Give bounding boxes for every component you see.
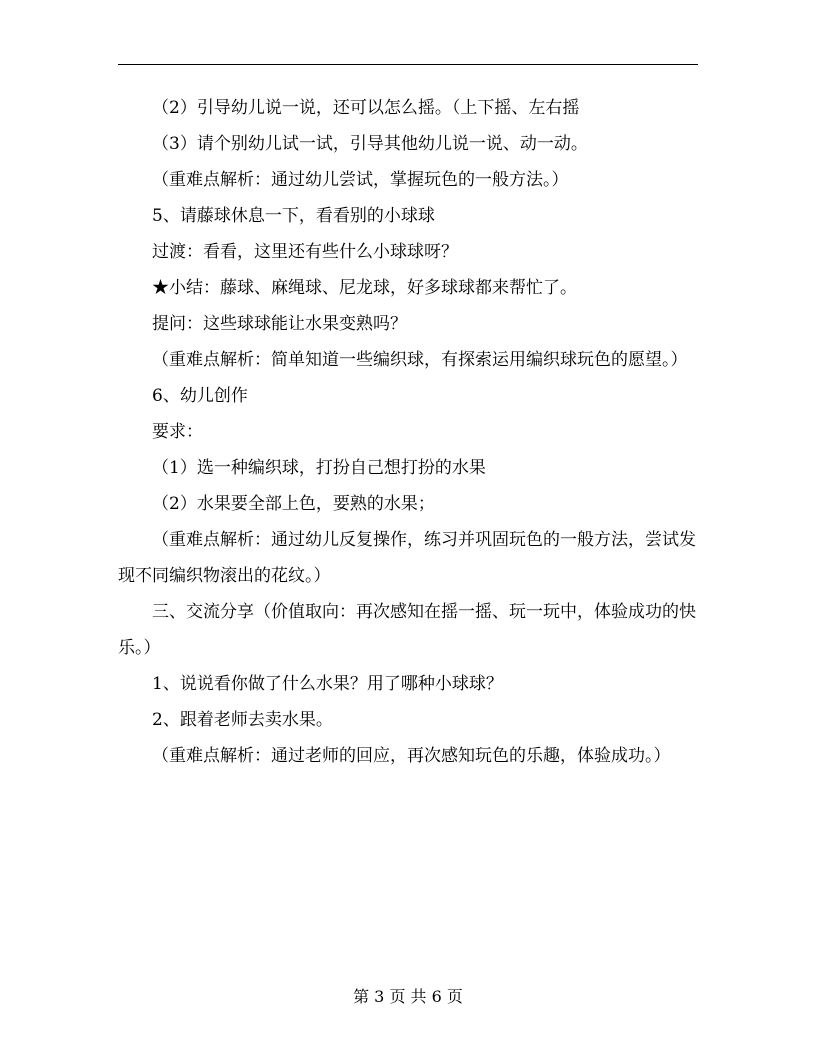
paragraph: （3）请个别幼儿试一试，引导其他幼儿说一说、动一动。 (152, 134, 588, 154)
paragraph: 6、幼儿创作 (152, 386, 248, 406)
paragraph: （重难点解析：通过幼儿尝试，掌握玩色的一般方法。） (152, 170, 569, 190)
paragraph: （重难点解析：通过老师的回应，再次感知玩色的乐趣，体验成功。） (152, 746, 671, 766)
paragraph: （1）选一种编织球，打扮自己想打扮的水果 (152, 458, 486, 478)
paragraph: 三、交流分享（价值取向：再次感知在摇一摇、玩一玩中，体验成功的快乐。） (118, 602, 696, 658)
paragraph: 要求： (152, 422, 203, 442)
paragraph: （重难点解析：简单知道一些编织球，有探索运用编织球玩色的愿望。） (152, 350, 688, 370)
paragraph: （重难点解析：通过幼儿反复操作，练习并巩固玩色的一般方法，尝试发现不同编织物滚出的花纹。） (118, 530, 696, 586)
header-rule (118, 64, 698, 65)
paragraph: 过渡：看看，这里还有些什么小球球呀？ (152, 242, 458, 262)
page-number-footer: 第 3 页 共 6 页 (353, 987, 463, 1006)
paragraph: 2、跟着老师去卖水果。 (152, 710, 333, 730)
paragraph: ★小结：藤球、麻绳球、尼龙球，好多球球都来帮忙了。 (152, 278, 577, 298)
paragraph: 提问：这些球球能让水果变熟吗？ (152, 314, 407, 334)
paragraph: 1、说说看你做了什么水果？用了哪种小球球？ (152, 674, 503, 694)
paragraph: 5、请藤球休息一下，看看别的小球球 (152, 206, 435, 226)
document-body (118, 90, 698, 774)
paragraph: （2）水果要全部上色，要熟的水果； (152, 494, 435, 514)
paragraph: （2）引导幼儿说一说，还可以怎么摇。（上下摇、左右摇 (152, 98, 580, 118)
